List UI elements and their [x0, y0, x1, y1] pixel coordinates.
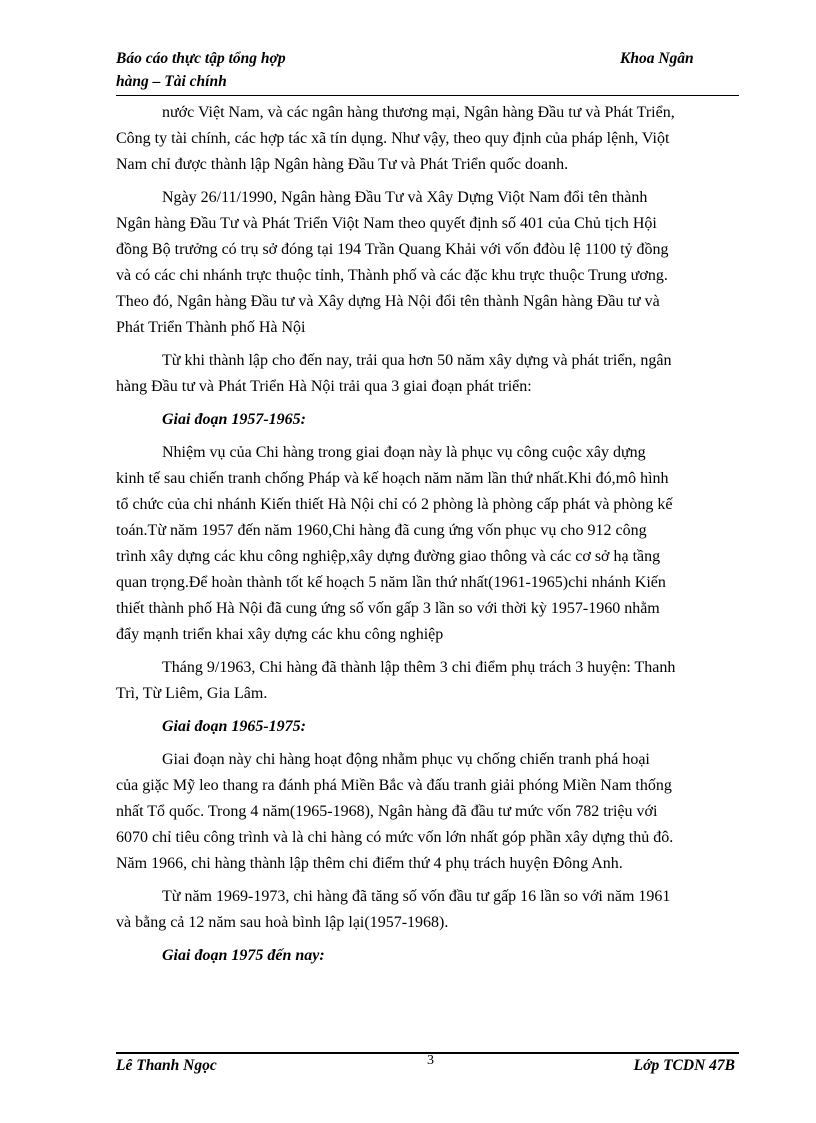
text-line: đồng Bộ trưởng có trụ sở đóng tại 194 Trần Quang Khải với vốn đđòu lệ 1100 tỷ đồng [116, 241, 669, 258]
text-line: quan trọng.Để hoàn thành tốt kế hoạch 5 năm lần thứ nhất(1961-1965)chi nhánh Kiến [116, 574, 666, 591]
paragraph-4 [116, 440, 736, 648]
text-line: tổ chức của chi nhánh Kiến thiết Hà Nội chỉ có 2 phòng là phòng cấp phát và phòng kế [116, 496, 673, 513]
footer-class: Lớp TCDN 47B [633, 1057, 735, 1074]
text-line: Nhiệm vụ của Chi hàng trong giai đoạn này là phục vụ công cuộc xây dựng [162, 444, 646, 461]
text-line: Tháng 9/1963, Chi hàng đã thành lập thêm 3 chi điểm phụ trách 3 huyện: Thanh [162, 659, 676, 676]
header-department: Khoa Ngân [620, 50, 694, 67]
text-line: và bằng cả 12 năm sau hoà bình lập lại(1957-1968). [116, 914, 449, 931]
text-line: Ngày 26/11/1990, Ngân hàng Đầu Tư và Xây Dựng Viột Nam đổi tên thành [162, 189, 648, 206]
header-left [116, 47, 286, 93]
text-line: Trì, Từ Liêm, Gia Lâm. [116, 685, 268, 702]
page-number: 3 [427, 1053, 434, 1068]
header-report-title: Báo cáo thực tập tổng hợp [116, 50, 286, 67]
paragraph-3 [116, 348, 736, 400]
paragraph-1 [116, 100, 736, 178]
text-line: toán.Từ năm 1957 đến năm 1960,Chi hàng đã cung ứng vốn phục vụ cho 912 công [116, 522, 647, 539]
text-line: Từ năm 1969-1973, chi hàng đã tăng số vốn đầu tư gấp 16 lần so với năm 1961 [162, 888, 671, 905]
paragraph-5 [116, 655, 736, 707]
text-line: thiết thành phố Hà Nội đã cung ứng số vốn gấp 3 lần so với thời kỳ 1957-1960 nhằm [116, 600, 660, 617]
text-line: Công ty tài chính, các hợp tác xã tín dụng. Như vậy, theo quy định của pháp lệnh, Viột [116, 130, 670, 147]
section-heading-1957-1965: Giai đoạn 1957-1965: [162, 411, 306, 428]
text-line: Từ khi thành lập cho đến nay, trải qua hơn 50 năm xây dựng và phát triển, ngân [162, 352, 672, 369]
page-footer [116, 1053, 739, 1077]
header-divider [116, 95, 739, 96]
text-line: 6070 chỉ tiêu công trình và là chi hàng có mức vốn lớn nhất góp phần xây dựng thủ đô. [116, 829, 674, 846]
section-heading-1965-1975: Giai đoạn 1965-1975: [162, 718, 306, 735]
paragraph-2 [116, 185, 736, 341]
text-line: Phát Triển Thành phố Hà Nội [116, 319, 306, 336]
text-line: Nam chỉ được thành lập Ngân hàng Đầu Tư và Phát Triển quốc doanh. [116, 156, 569, 173]
text-line: của giặc Mỹ leo thang ra đánh phá Miền Bắc và đấu tranh giải phóng Miền Nam thống [116, 777, 672, 794]
text-line: đẩy mạnh triển khai xây dựng các khu công nghiệp [116, 626, 444, 643]
text-line: nhất Tổ quốc. Trong 4 năm(1965-1968), Ngân hàng đã đầu tư mức vốn 782 triệu với [116, 803, 658, 820]
text-line: Giai đoạn này chi hàng hoạt động nhằm phục vụ chống chiến tranh phá hoại [162, 751, 650, 768]
text-line: Năm 1966, chi hàng thành lập thêm chi điểm thứ 4 phụ trách huyện Đông Anh. [116, 855, 623, 872]
text-line: nước Việt Nam, và các ngân hàng thương mại, Ngân hàng Đầu tư và Phát Triển, [162, 104, 675, 121]
document-body [116, 100, 736, 969]
paragraph-6 [116, 747, 736, 877]
text-line: Theo đó, Ngân hàng Đầu tư và Xây dựng Hà Nội đổi tên thành Ngân hàng Đầu tư và [116, 293, 660, 310]
section-heading-1975-present: Giai đoạn 1975 đến nay: [162, 947, 325, 964]
text-line: kinh tế sau chiến tranh chống Pháp và kế hoạch năm năm lần thứ nhất.Khi đó,mô hình [116, 470, 669, 487]
footer-author: Lê Thanh Ngọc [116, 1057, 217, 1074]
text-line: và có các chi nhánh trực thuộc tỉnh, Thành phố và các đặc khu trực thuộc Trung ương. [116, 267, 668, 284]
header-report-title-cont: hàng – Tài chính [116, 73, 227, 90]
paragraph-7 [116, 884, 736, 936]
text-line: Ngân hàng Đầu Tư và Phát Triển Viột Nam theo quyết định số 401 của Chủ tịch Hội [116, 215, 657, 232]
text-line: hàng Đầu tư và Phát Triển Hà Nội trải qua 3 giai đoạn phát triển: [116, 378, 532, 395]
text-line: trình xây dựng các khu công nghiệp,xây dựng đường giao thông và các cơ sở hạ tầng [116, 548, 661, 565]
